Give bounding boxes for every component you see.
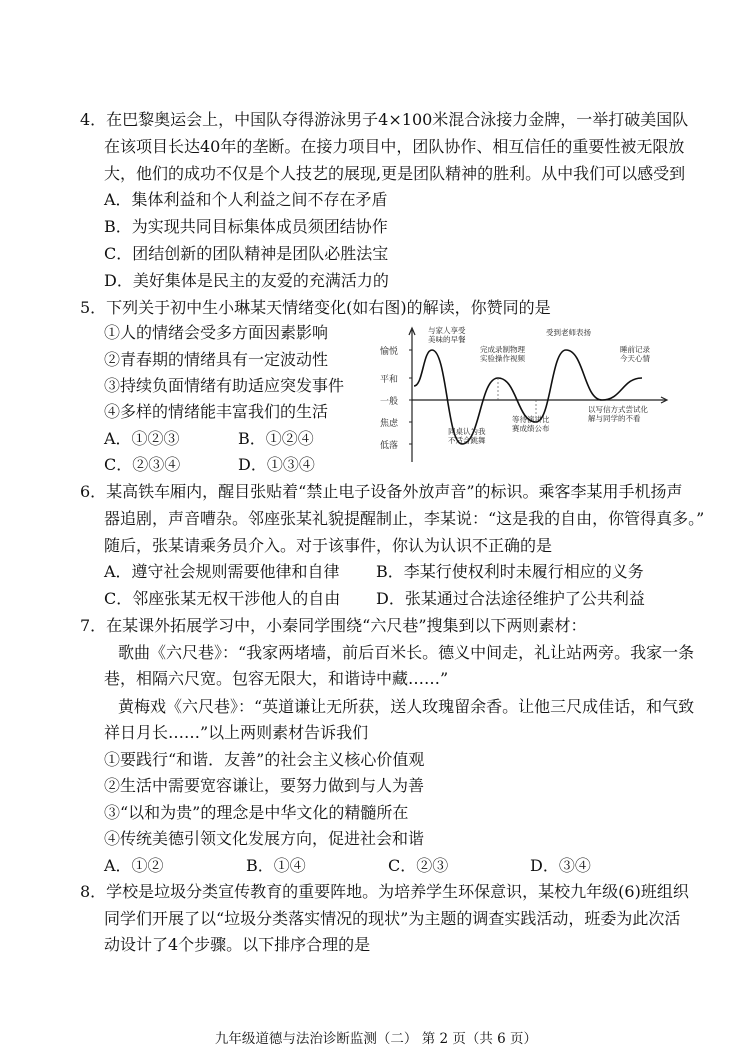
q5-statement-2: ②青春期的情绪具有一定波动性 [104,350,329,369]
y-level-label: 焦虑 [380,419,399,429]
q6-option-a: A．遵守社会规则需要他律和自律 [104,562,340,581]
q8-stem-line-1: 8．学校是垃圾分类宣传教育的重要阵地。为培养学生环保意识，某校九年级(6)班组织 [80,882,689,901]
q6-stem-line-2: 器追剧，声音嘈杂。邻座张某礼貌提醒制止，李某说：“这是我的自由，你管得真多。” [104,509,705,528]
q7-material-1-line-2: 巷，相隔六尺宽。包容无限大，和谐诗中藏……” [104,669,449,688]
q5-stem: 5．下列关于初中生小琳某天情绪变化(如右图)的解读，你赞同的是 [80,298,551,317]
q8-stem-line-2: 同学们开展了以“垃圾分类落实情况的现状”为主题的调查实践活动，班委为此次活 [104,909,681,928]
event-label: 完成录制物理实验操作视频 [480,345,525,363]
q4-option-a: A．集体利益和个人利益之间不存在矛盾 [104,190,388,209]
q7-material-2-line-2: 祥日月长……”以上两则素材告诉我们 [104,723,369,742]
q7-option-b: B．①④ [246,856,306,875]
q6-option-d: D．张某通过合法途径维护了公共利益 [376,589,645,608]
q5-statement-4: ④多样的情绪能丰富我们的生活 [104,402,329,421]
event-label: 受到老师表扬 [546,328,591,337]
y-level-label: 愉悦 [380,347,399,357]
q4-stem-line-2: 在该项目长达40年的垄断。在接力项目中，团队协作、相互信任的重要性被无限放 [104,137,685,156]
q5-statement-1: ①人的情绪会受多方面因素影响 [104,323,329,342]
q4-option-b: B．为实现共同目标集体成员须团结协作 [104,217,388,236]
q7-option-c: C．②③ [388,856,449,875]
q7-material-2-line-1: 黄梅戏《六尺巷》：“英道谦让无所获，送人玫瑰留余香。让他三尺成佳话，和气致 [118,697,695,716]
event-label: 睡前记录今天心情 [620,345,650,363]
q5-option-b: B．①②④ [238,429,314,448]
y-level-label: 一般 [380,397,399,407]
q6-stem-line-3: 随后，张某请乘务员介入。对于该事件，你认为认识不正确的是 [104,536,553,555]
q7-statement-3: ③“以和为贵”的理念是中华文化的精髓所在 [104,803,409,822]
q5-option-d: D．①③④ [238,455,315,474]
q4-stem-line-3: 大，他们的成功不仅是个人技艺的展现,更是团队精神的胜利。从中我们可以感受到 [104,164,686,183]
q6-option-b: B．李某行使权利时未履行相应的义务 [376,562,644,581]
q5-option-a: A．①②③ [104,429,180,448]
q5-option-c: C．②③④ [104,455,181,474]
q5-statement-3: ③持续负面情绪有助适应突发事件 [104,376,345,395]
q7-stem: 7．在某课外拓展学习中，小秦同学围绕“六尺巷”搜集到以下两则素材： [80,616,587,635]
q7-statement-1: ①要践行“和谐．友善”的社会主义核心价值观 [104,750,425,769]
event-label: 以写信方式尝试化解与同学的不看 [588,405,648,423]
q7-statement-4: ④传统美德引领文化发展方向，促进社会和谐 [104,829,425,848]
q7-option-a: A．①② [104,856,164,875]
event-label: 与家人享受美味的早餐 [428,326,466,344]
q6-stem-line-1: 6．某高铁车厢内，醒目张贴着“禁止电子设备外放声音”的标识。乘客李某用手机扬声 [80,482,683,501]
event-label: 同桌认为我不适合跳舞 [448,427,486,445]
q4-stem-line-1: 4．在巴黎奥运会上，中国队夺得游泳男子4×100米混合泳接力金牌，一举打破美国队 [80,110,689,129]
q6-option-c: C．邻座张某无权干涉他人的自由 [104,589,341,608]
q4-option-d: D．美好集体是民主的友爱的充满活力的 [104,271,389,290]
y-level-label: 低落 [380,441,399,451]
q7-material-1-line-1: 歌曲《六尺巷》：“我家两堵墙，前后百米长。德义中间走，礼让站两旁。我家一条 [118,643,695,662]
q8-stem-line-3: 动设计了4个步骤。以下排序合理的是 [104,935,371,954]
q7-statement-2: ②生活中需要宽容谦让，要努力做到与人为善 [104,776,425,795]
q4-option-c: C．团结创新的团队精神是团队必胜法宝 [104,244,389,263]
event-label: 等待演讲比赛成绩公布 [512,415,550,433]
q7-option-d: D．③④ [530,856,591,875]
page-footer: 九年级道德与法治诊断监测（二） 第 2 页（共 6 页） [214,1031,538,1047]
y-level-label: 平和 [380,375,399,385]
emotion-chart [370,322,670,472]
